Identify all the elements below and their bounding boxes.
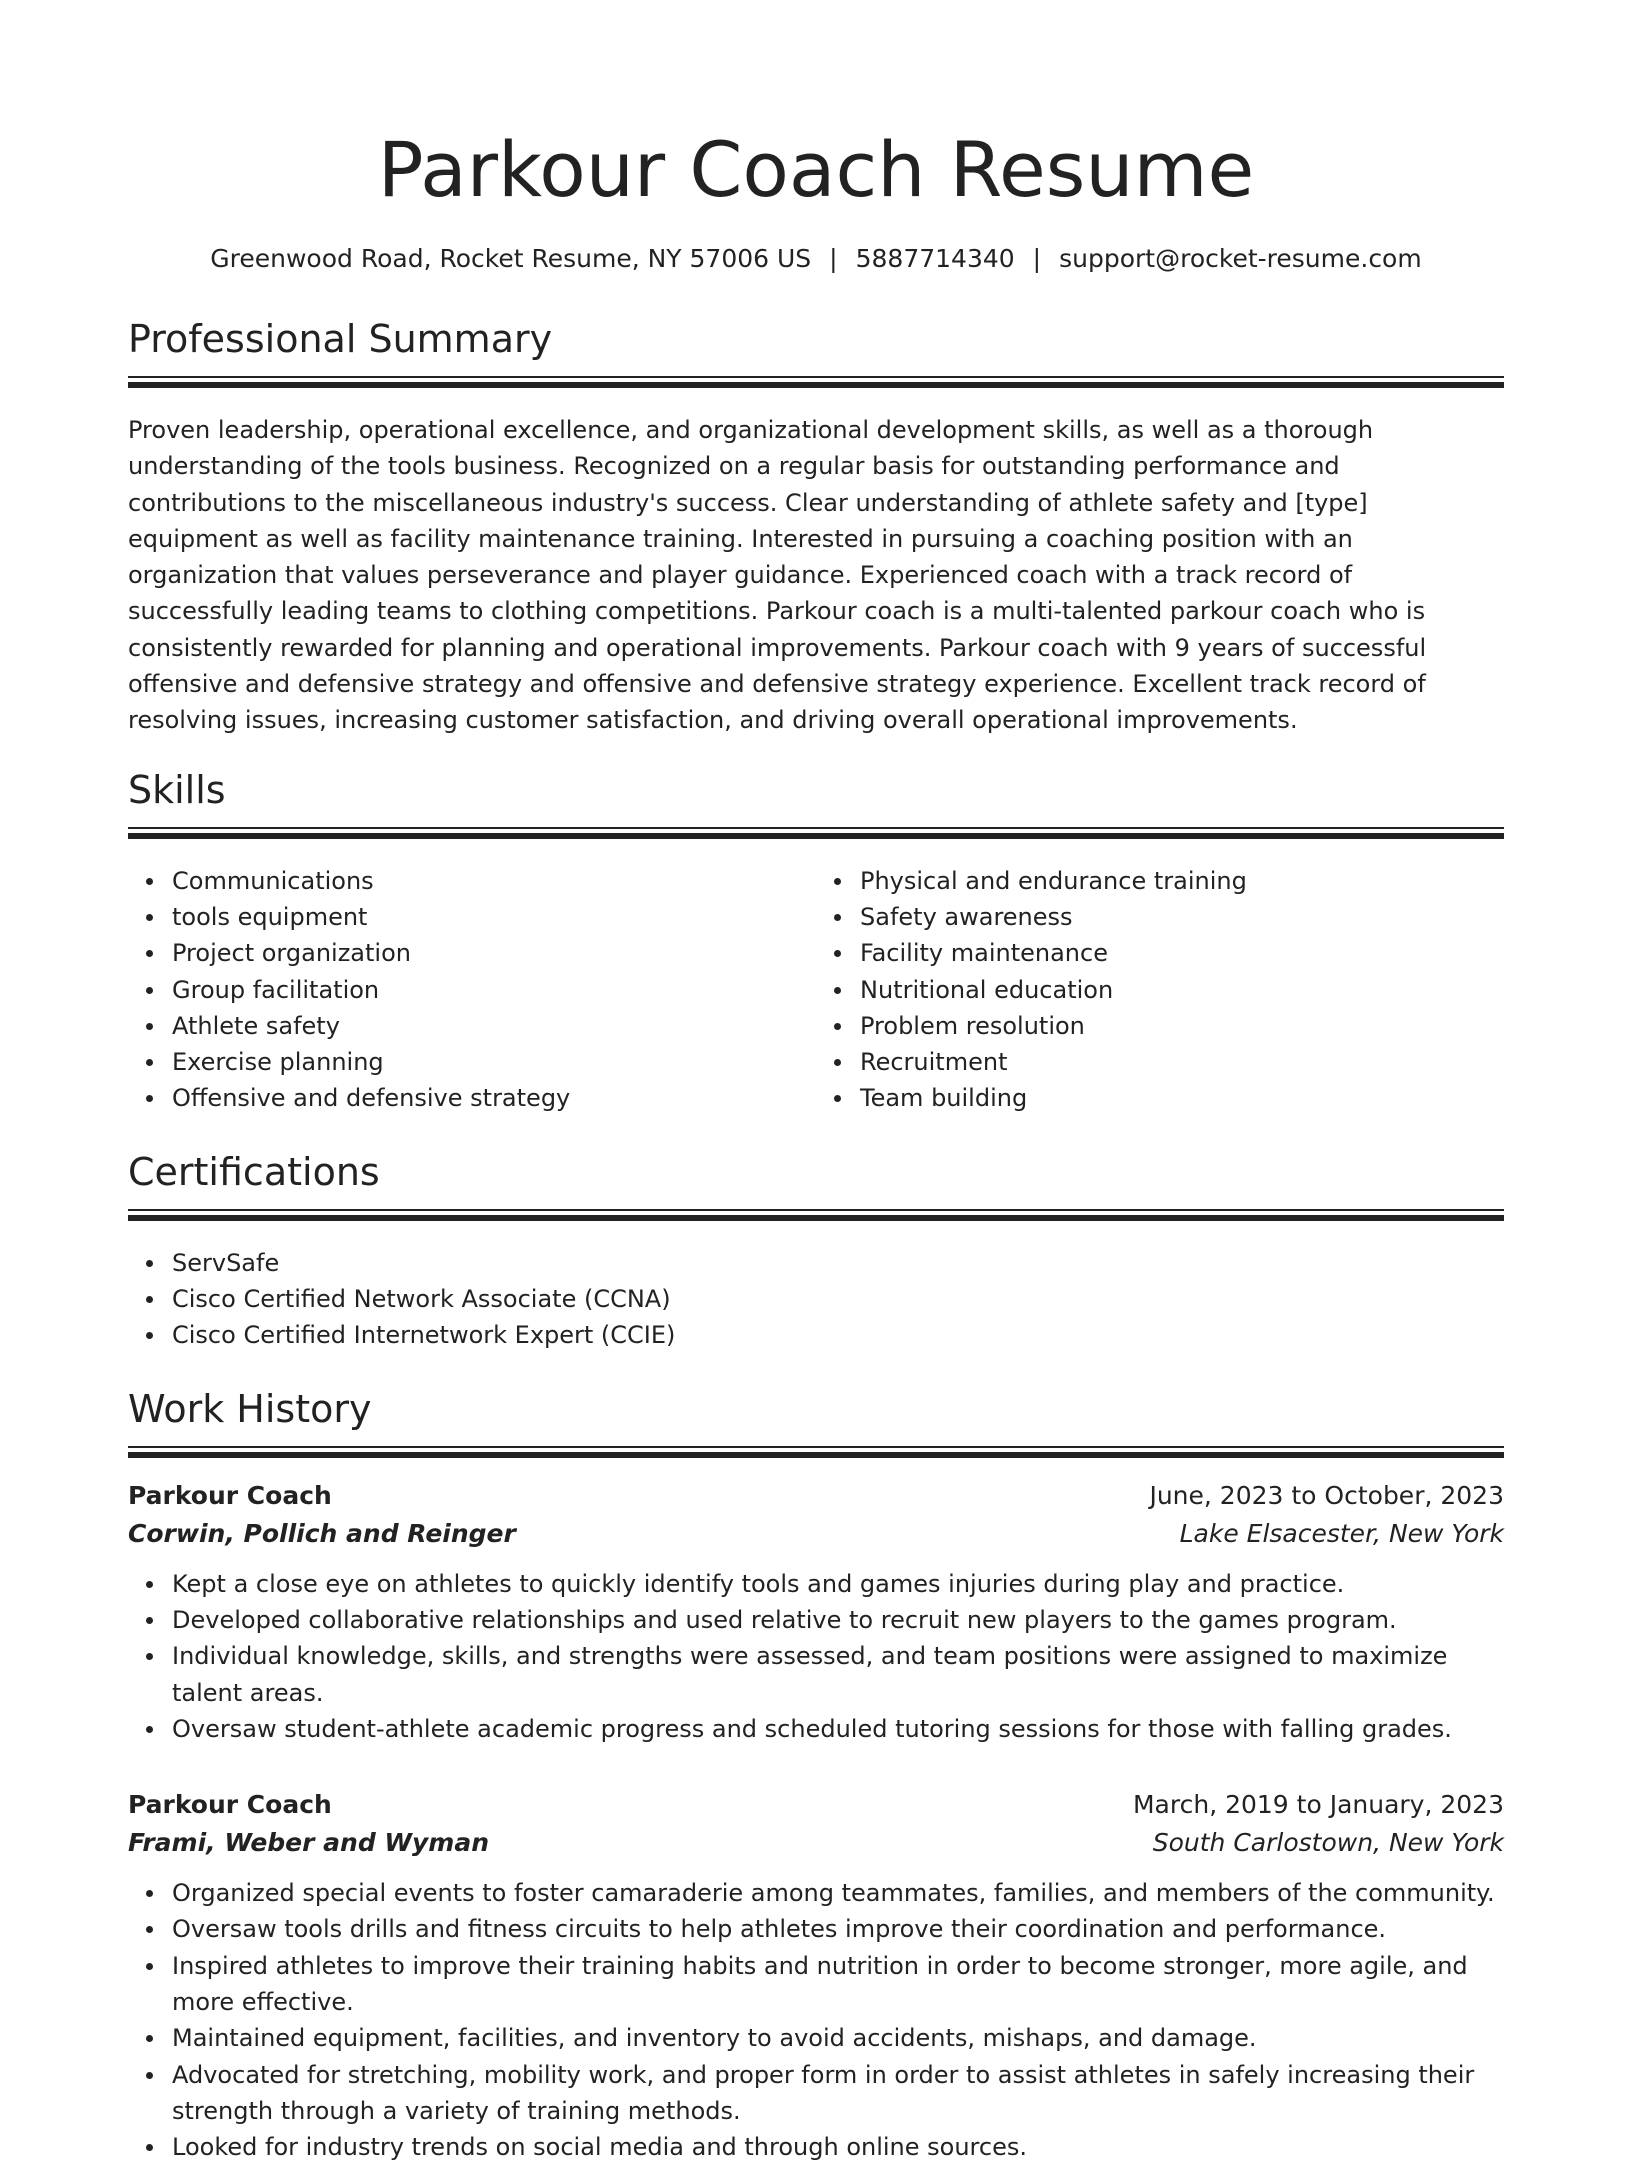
job-duty-item: Looked for industry trends on social media and through online sources. (172, 2129, 1504, 2165)
job-location: South Carlostown, New York (1152, 1828, 1504, 1858)
certifications-list (128, 1245, 1504, 1354)
skill-item: tools equipment (172, 899, 816, 935)
skill-item: Group facilitation (172, 972, 816, 1008)
job-duty-item: Advocated for stretching, mobility work, and proper form in order to assist athletes in safely increasing their strength through a variety of training methods. (172, 2057, 1504, 2130)
skill-item: Recruitment (860, 1044, 1504, 1080)
resume-title: Parkour Coach Resume (377, 125, 1255, 214)
job-duty-item: Oversaw tools drills and fitness circuits to help athletes improve their coordination and performance. (172, 1911, 1504, 1947)
job-duty-item: Oversaw student-athlete academic progress and scheduled tutoring sessions for those with falling grades. (172, 1711, 1504, 1747)
contact-line (128, 242, 1504, 276)
job-location: Lake Elsacester, New York (1179, 1518, 1504, 1548)
job-duties-list (128, 1566, 1504, 1747)
contact-separator: | (1032, 244, 1042, 273)
job-dates: June, 2023 to October, 2023 (1149, 1480, 1504, 1510)
section-divider (128, 1209, 1504, 1211)
contact-address: Greenwood Road, Rocket Resume, NY 57006 US (210, 244, 812, 273)
skills-grid (128, 863, 1504, 1117)
job-entry (128, 1787, 1504, 2165)
professional-summary-section (128, 314, 1504, 739)
job-entry (128, 1478, 1504, 1747)
skill-item: Communications (172, 863, 816, 899)
skills-list-right (816, 863, 1504, 1117)
skill-item: Offensive and defensive strategy (172, 1080, 816, 1116)
skill-item: Exercise planning (172, 1044, 816, 1080)
job-duty-item: Maintained equipment, facilities, and inventory to avoid accidents, mishaps, and damage. (172, 2020, 1504, 2056)
skill-item: Team building (860, 1080, 1504, 1116)
skill-item: Project organization (172, 935, 816, 971)
work-history-section (128, 1384, 1504, 2166)
job-duty-item: Kept a close eye on athletes to quickly identify tools and games injuries during play and practice. (172, 1566, 1504, 1602)
job-title: Parkour Coach (128, 1480, 332, 1510)
job-company: Corwin, Pollich and Reinger (128, 1518, 516, 1548)
skill-item: Physical and endurance training (860, 863, 1504, 899)
skill-item: Nutritional education (860, 972, 1504, 1008)
job-duty-item: Developed collaborative relationships and used relative to recruit new players to the games program. (172, 1602, 1504, 1638)
skills-section (128, 765, 1504, 1117)
summary-text: Proven leadership, operational excellence, and organizational development skills, as well as a thorough understanding of the tools business. Recognized on a regular basis for outstanding performance and contributions to the miscellaneous industry's success. Clear understanding of athlete safety and [type] equipment as well as facility maintenance training. Interested in pursuing a coaching position with an organization that values perseverance and player guidance. Experienced coach with a track record of successfully leading teams to clothing competitions. Parkour coach is a multi-talented parkour coach who is consistently rewarded for planning and operational improvements. Parkour coach with 9 years of successful offensive and defensive strategy and offensive and defensive strategy experience. Excellent track record of resolving issues, increasing customer satisfaction, and driving overall operational improvements. (128, 416, 1427, 735)
section-divider (128, 827, 1504, 829)
job-duty-item: Organized special events to foster camaraderie among teammates, families, and members of the community. (172, 1875, 1504, 1911)
skill-item: Safety awareness (860, 899, 1504, 935)
contact-phone: 5887714340 (855, 244, 1015, 273)
section-heading: Certifications (128, 1149, 380, 1194)
job-duty-item: Inspired athletes to improve their training habits and nutrition in order to become stronger, more agile, and more effective. (172, 1948, 1504, 2021)
contact-separator: | (829, 244, 838, 273)
certifications-section (128, 1147, 1504, 1354)
certification-item: ServSafe (172, 1245, 1504, 1281)
job-duties-list (128, 1875, 1504, 2165)
section-heading: Work History (128, 1386, 372, 1431)
job-title: Parkour Coach (128, 1790, 332, 1820)
skill-item: Athlete safety (172, 1008, 816, 1044)
section-heading: Professional Summary (128, 317, 553, 361)
contact-email[interactable]: support@rocket-resume.com (1059, 244, 1422, 273)
section-heading: Skills (128, 767, 226, 812)
job-dates: March, 2019 to January, 2023 (1132, 1790, 1504, 1820)
skills-list-left (128, 863, 816, 1117)
job-duty-item: Individual knowledge, skills, and strengths were assessed, and team positions were assigned to maximize talent areas. (172, 1638, 1504, 1711)
skill-item: Facility maintenance (860, 935, 1504, 971)
job-company: Frami, Weber and Wyman (128, 1828, 490, 1858)
section-divider (128, 1446, 1504, 1448)
certification-item: Cisco Certified Internetwork Expert (CCIE) (172, 1317, 1504, 1353)
section-divider (128, 376, 1504, 378)
skill-item: Problem resolution (860, 1008, 1504, 1044)
certification-item: Cisco Certified Network Associate (CCNA) (172, 1281, 1504, 1317)
